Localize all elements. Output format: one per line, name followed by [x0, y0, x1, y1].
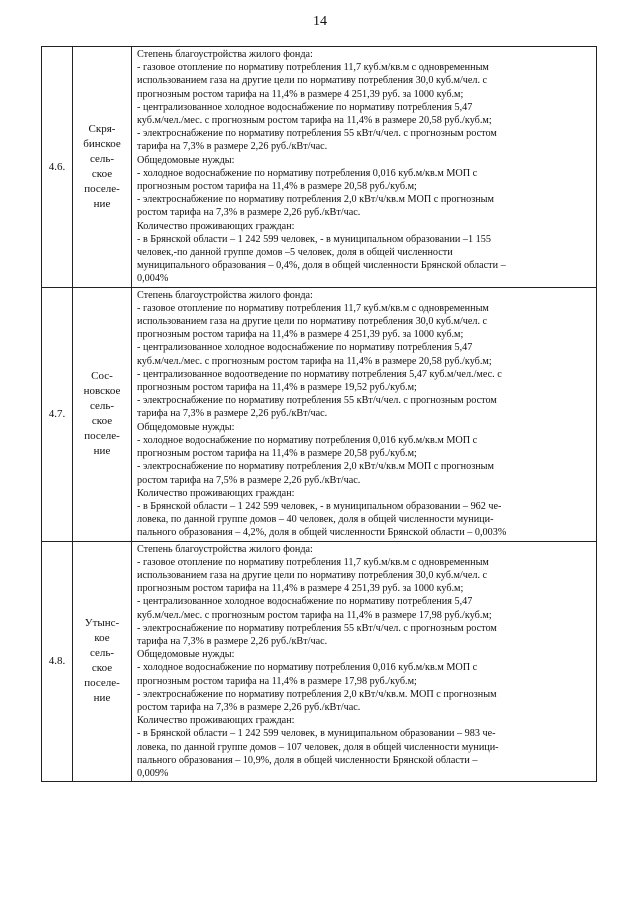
settlement-name-line: сель-: [89, 400, 115, 413]
description-line: - в Брянской области – 1 242 599 человек, - в муниципальном образовании –1 155: [137, 233, 491, 245]
description-line: прогнозным ростом тарифа на 11,4% в размере 20,58 руб./куб.м;: [137, 181, 417, 193]
description-line: ловека, по данной группе домов – 107 человек, доля в общей численности муници-: [137, 741, 499, 753]
row-number: 4.6.: [42, 47, 73, 288]
settlement-name: [73, 541, 132, 782]
description-line: ростом тарифа на 7,5% в размере 2,26 руб./кВт/час.: [137, 474, 361, 486]
settlement-name-line: бинское: [83, 137, 121, 150]
description-line: - централизованное холодное водоснабжение по нормативу потребления 5,47: [137, 596, 473, 608]
description-line: пального образования – 10,9%, доля в общей численности Брянской области –: [137, 754, 478, 766]
description-line: - электроснабжение по нормативу потребления 2,0 кВт/ч/кв.м МОП с прогнозным: [137, 461, 494, 473]
description-line: муниципального образования – 0,4%, доля в общей численности Брянской области –: [137, 260, 506, 272]
description-line: Общедомовые нужды:: [137, 649, 235, 661]
settlement-description: [132, 47, 597, 288]
description-line: 0,004%: [137, 273, 169, 285]
settlement-name-line: новское: [83, 385, 121, 398]
description-line: ловека, по данной группе домов – 40 человек, доля в общей численности муници-: [137, 514, 494, 526]
settlement-name-line: ское: [91, 662, 113, 675]
settlement-name: [73, 47, 132, 288]
description-line: - холодное водоснабжение по нормативу потребления 0,016 куб.м/кв.м МОП с: [137, 434, 478, 446]
settlement-name-line: Сос-: [91, 370, 113, 383]
description-line: пального образования – 4,2%, доля в общей численности Брянской области – 0,003%: [137, 527, 507, 539]
description-line: куб.м/чел./мес. с прогнозным ростом тарифа на 11,4% в размере 20,58 руб./куб.м;: [137, 355, 492, 367]
settlement-name-line: ние: [93, 197, 111, 210]
description-line: - холодное водоснабжение по нормативу потребления 0,016 куб.м/кв.м МОП с: [137, 167, 478, 179]
description-line: 0,009%: [137, 767, 169, 779]
settlement-name-line: ние: [93, 692, 111, 705]
settlement-description: [132, 287, 597, 541]
page-number: 14: [313, 14, 327, 29]
description-line: куб.м/чел./мес. с прогнозным ростом тарифа на 11,4% в размере 17,98 руб./куб.м;: [137, 609, 492, 621]
table-row: [42, 47, 597, 288]
description-line: использованием газа на другие цели по нормативу потребления 30,0 куб.м/чел. с: [137, 75, 488, 87]
description-line: - электроснабжение по нормативу потребления 2,0 кВт/ч/кв.м МОП с прогнозным: [137, 194, 494, 206]
description-line: Общедомовые нужды:: [137, 421, 235, 433]
settlements-table: [41, 46, 597, 782]
description-line: тарифа на 7,3% в размере 2,26 руб./кВт/час.: [137, 635, 328, 647]
description-line: тарифа на 7,3% в размере 2,26 руб./кВт/час.: [137, 141, 328, 153]
settlement-description: [132, 541, 597, 782]
table-row: [42, 541, 597, 782]
description-line: человек,-по данной группе домов –5 человек, доля в общей численности: [137, 247, 453, 259]
description-line: тарифа на 7,3% в размере 2,26 руб./кВт/час.: [137, 408, 328, 420]
settlement-name-line: сель-: [89, 647, 115, 660]
settlement-name-line: поселе-: [84, 182, 120, 195]
description-line: использованием газа на другие цели по нормативу потребления 30,0 куб.м/чел. с: [137, 316, 488, 328]
description-line: - в Брянской области – 1 242 599 человек, - в муниципальном образовании – 962 че-: [137, 500, 502, 512]
description-line: - централизованное водоотведение по нормативу потребления 5,47 куб.м/чел./мес. с: [137, 368, 502, 380]
settlement-name-line: поселе-: [84, 677, 120, 690]
settlement-name-line: ское: [91, 415, 113, 428]
settlement-name-line: Скря-: [88, 122, 116, 135]
description-line: Общедомовые нужды:: [137, 154, 235, 166]
description-line: куб.м/чел./мес. с прогнозным ростом тарифа на 11,4% в размере 20,58 руб./куб.м;: [137, 115, 492, 127]
description-line: - газовое отопление по нормативу потребления 11,7 куб.м/кв.м с одновременным: [137, 556, 489, 568]
table-body: [42, 47, 597, 782]
settlement-name-line: ние: [93, 445, 111, 458]
description-line: прогнозным ростом тарифа на 11,4% в размере 20,58 руб./куб.м;: [137, 448, 417, 460]
settlement-name-line: ское: [91, 167, 113, 180]
description-line: Количество проживающих граждан:: [137, 220, 295, 232]
description-line: ростом тарифа на 7,3% в размере 2,26 руб./кВт/час.: [137, 701, 361, 713]
description-line: - холодное водоснабжение по нормативу потребления 0,016 куб.м/кв.м МОП с: [137, 662, 478, 674]
description-line: - электроснабжение по нормативу потребления 55 кВт/ч/чел. с прогнозным ростом: [137, 622, 497, 634]
settlement-name-line: кое: [94, 632, 110, 645]
description-line: - централизованное холодное водоснабжение по нормативу потребления 5,47: [137, 342, 473, 354]
row-number: 4.7.: [42, 287, 73, 541]
description-line: Степень благоустройства жилого фонда:: [137, 543, 313, 555]
description-line: прогнозным ростом тарифа на 11,4% в размере 17,98 руб./куб.м;: [137, 675, 417, 687]
description-line: - централизованное холодное водоснабжение по нормативу потребления 5,47: [137, 101, 473, 113]
description-line: - в Брянской области – 1 242 599 человек, в муниципальном образовании – 983 че-: [137, 728, 496, 740]
description-line: - электроснабжение по нормативу потребления 2,0 кВт/ч/кв.м. МОП с прогнозным: [137, 688, 497, 700]
settlement-name-line: Утынс-: [84, 617, 120, 630]
description-line: - электроснабжение по нормативу потребления 55 кВт/ч/чел. с прогнозным ростом: [137, 395, 497, 407]
description-line: Количество проживающих граждан:: [137, 487, 295, 499]
settlement-name-line: поселе-: [84, 430, 120, 443]
description-line: прогнозным ростом тарифа на 11,4% в размере 4 251,39 руб. за 1000 куб.м;: [137, 329, 464, 341]
description-line: - электроснабжение по нормативу потребления 55 кВт/ч/чел. с прогнозным ростом: [137, 128, 497, 140]
description-line: прогнозным ростом тарифа на 11,4% в размере 4 251,39 руб. за 1000 куб.м;: [137, 583, 464, 595]
table-row: [42, 287, 597, 541]
row-number: 4.8.: [42, 541, 73, 782]
description-line: Степень благоустройства жилого фонда:: [137, 49, 313, 60]
description-line: Степень благоустройства жилого фонда:: [137, 289, 313, 301]
description-line: - газовое отопление по нормативу потребления 11,7 куб.м/кв.м с одновременным: [137, 62, 489, 74]
description-line: прогнозным ростом тарифа на 11,4% в размере 4 251,39 руб. за 1000 куб.м;: [137, 88, 464, 100]
description-line: Количество проживающих граждан:: [137, 715, 295, 727]
settlement-name-line: сель-: [89, 152, 115, 165]
description-line: - газовое отопление по нормативу потребления 11,7 куб.м/кв.м с одновременным: [137, 302, 489, 314]
description-line: прогнозным ростом тарифа на 11,4% в размере 19,52 руб./куб.м;: [137, 382, 417, 394]
description-line: ростом тарифа на 7,3% в размере 2,26 руб./кВт/час.: [137, 207, 361, 219]
settlement-name: [73, 287, 132, 541]
description-line: использованием газа на другие цели по нормативу потребления 30,0 куб.м/чел. с: [137, 569, 488, 581]
